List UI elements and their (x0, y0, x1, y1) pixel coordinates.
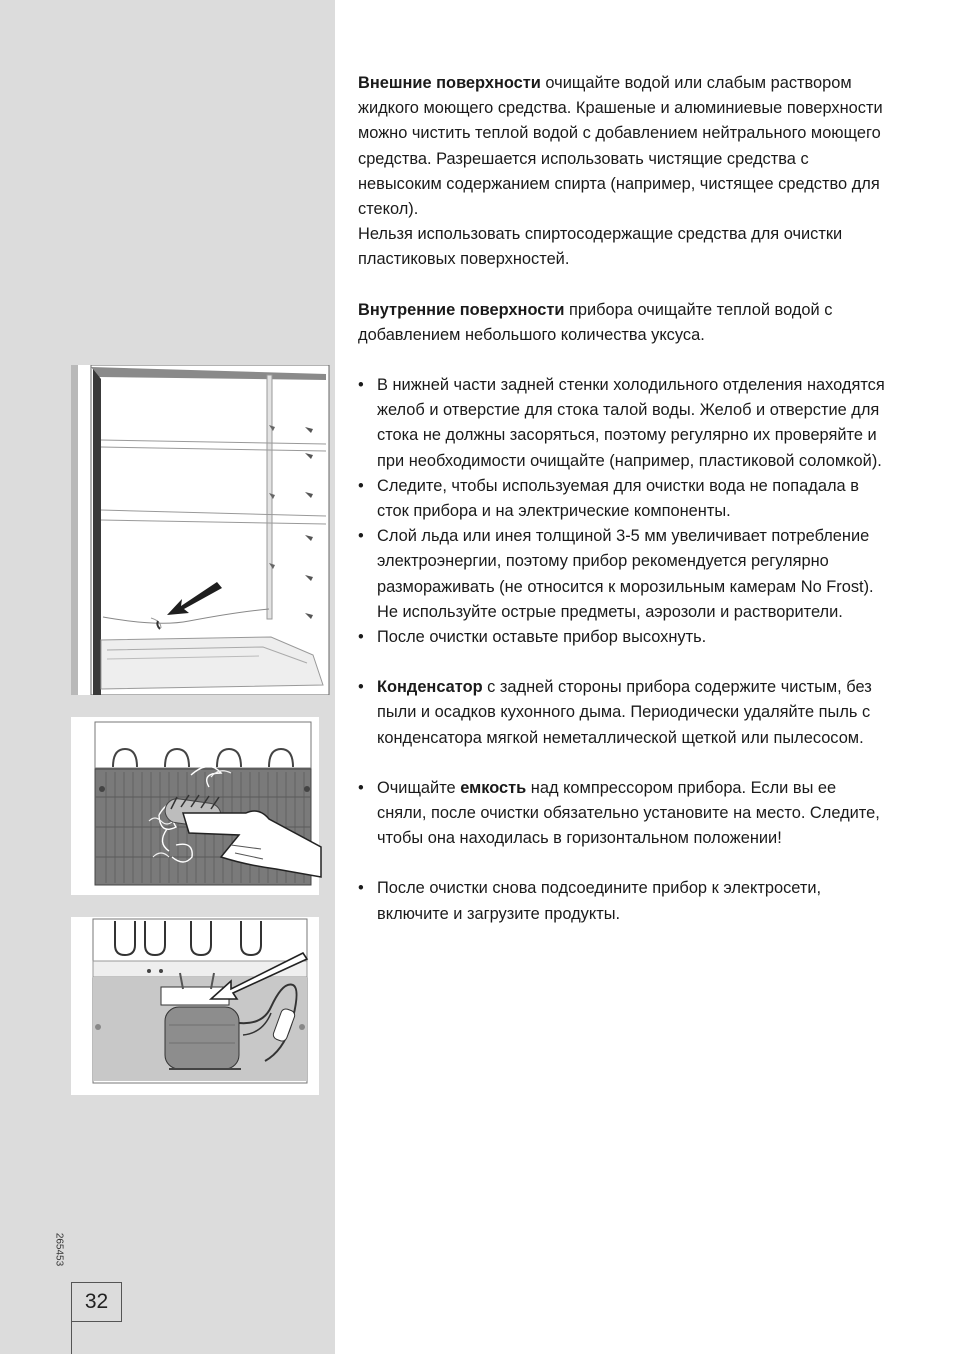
condenser-cleaning-illustration (71, 717, 335, 895)
tray-pre: Очищайте (377, 778, 461, 797)
bullet-condenser (358, 675, 888, 751)
bullet-reconnect: • После очистки снова подсоедините прибор к электросети, включите и загрузите продукты. (358, 876, 888, 926)
bullet-water-caution: • Следите, чтобы используемая для очистки вода не попадала в сток прибора и на электрические компоненты. (358, 474, 888, 524)
inner-surfaces-paragraph (358, 298, 888, 348)
bullet-drain-channel: • В нижней части задней стенки холодильного отделения находятся желоб и отверстие для стока талой воды. Желоб и отверстие для стока не должны засоряться, поэтому регулярно их проверяйте и при необходимости очищайте (например, пластиковой соломкой). (358, 373, 888, 474)
outer-surfaces-text: очищайте водой или слабым раствором жидкого моющего средства. Крашеные и алюминиевые поверхности можно чистить теплой водой с добавлением нейтрального моющего средства. Разрешается использовать чистящие средства с невысоким содержанием спирта (например, чистящее средство для стекол). (358, 74, 883, 219)
tray-text: над компрессором прибора. Если вы ее сняли, после очистки обязательно установите на место. Следите, чтобы она находилась в горизонтальном положении! (377, 778, 880, 848)
condenser-text: с задней стороны прибора содержите чистым, без пыли и осадков кухонного дыма. Периодически удаляйте пыль с конденсатора мягкой неметаллической щеткой или пылесосом. (377, 678, 872, 747)
inner-surfaces-text: прибора очищайте теплой водой с добавлением небольшого количества уксуса. (358, 300, 833, 344)
outer-surfaces-heading: Внешние поверхности (358, 74, 541, 92)
tray-heading: емкость (460, 778, 527, 797)
fridge-interior-illustration (71, 365, 335, 695)
main-content (358, 71, 888, 927)
bullet-defrost: • Слой льда или инея толщиной 3-5 мм увеличивает потребление электроэнергии, поэтому прибор рекомендуется регулярно размораживать (не относится к морозильным камерам No Frost). Не используйте острые предметы, аэрозоли и растворители. (358, 524, 888, 625)
outer-surfaces-paragraph (358, 71, 888, 222)
outer-surfaces-warning: Нельзя использовать спиртосодержащие средства для очистки пластиковых поверхностей. (358, 225, 843, 269)
compressor-tray-illustration (71, 917, 335, 1095)
document-code-text: 265453 (53, 1232, 65, 1267)
condenser-heading: Конденсатор (377, 678, 483, 697)
bullet-tray (358, 776, 888, 852)
page-number-rule (71, 1320, 72, 1354)
bullet-dry: • После очистки оставьте прибор высохнуть. (358, 625, 888, 650)
page-number: 32 (71, 1282, 122, 1322)
inner-surfaces-heading: Внутренние поверхности (358, 300, 565, 319)
document-code (44, 1228, 74, 1274)
